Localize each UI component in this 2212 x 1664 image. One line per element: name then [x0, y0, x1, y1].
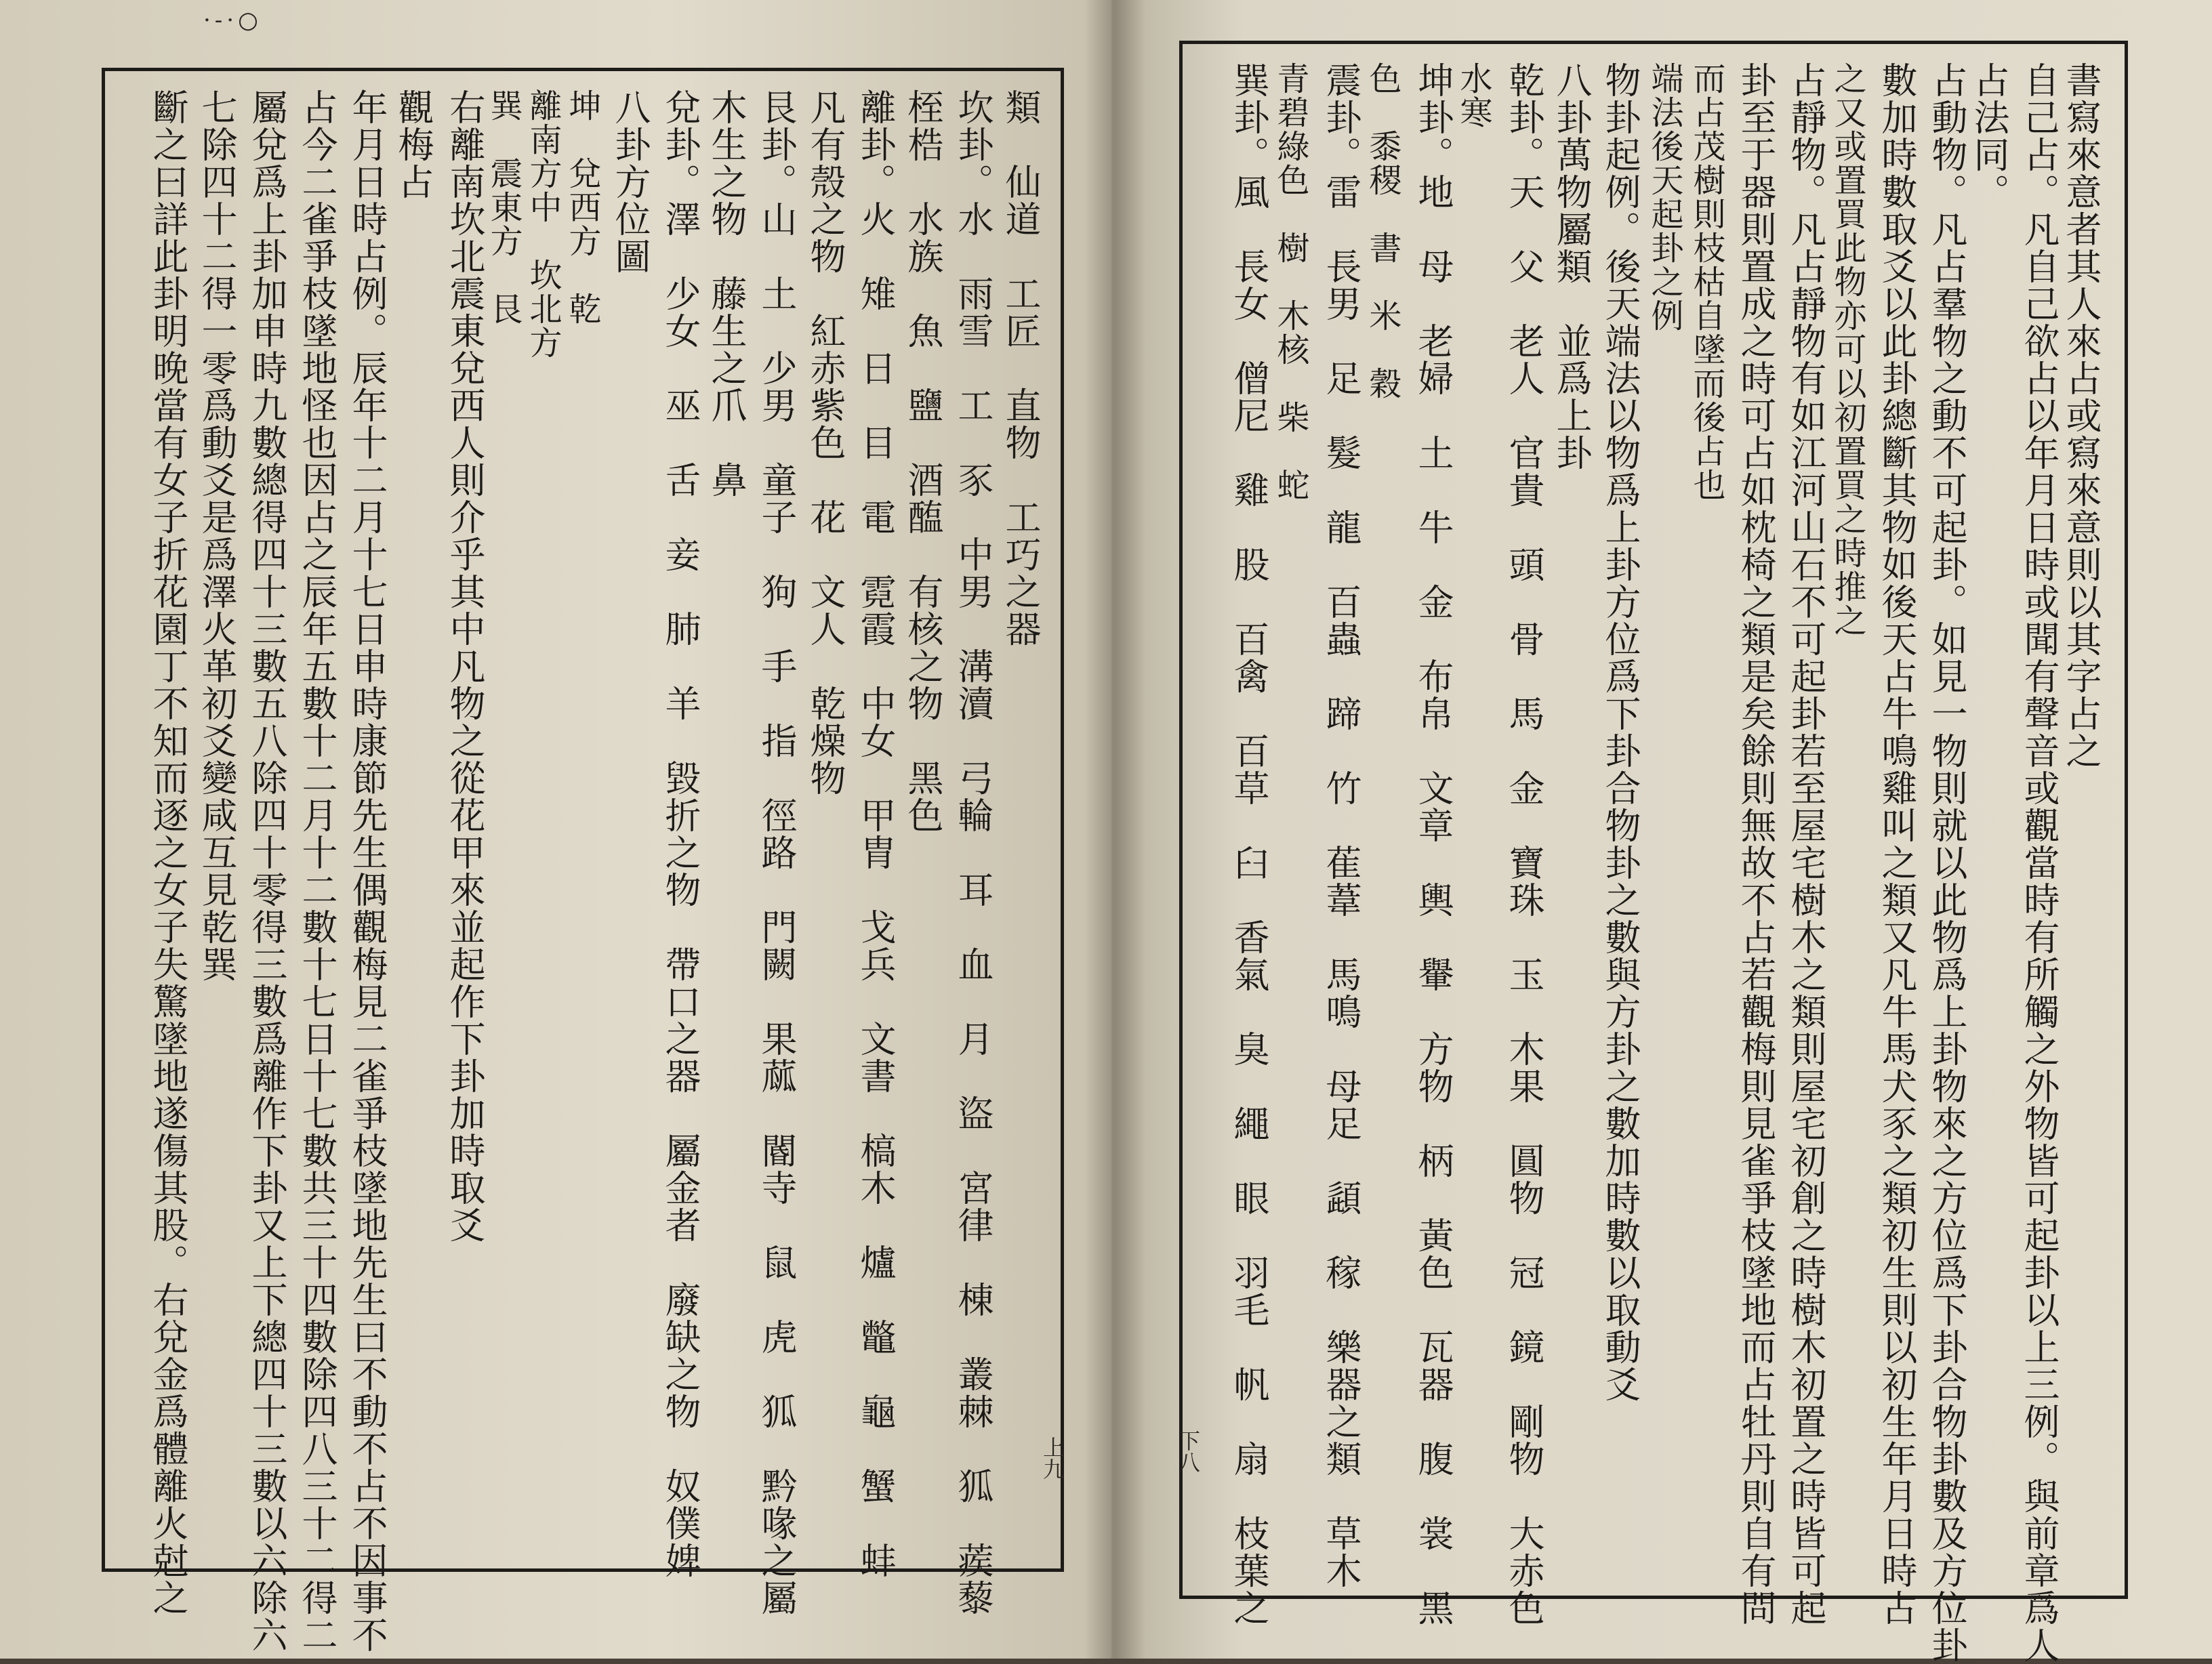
left-column-4: 離卦。火 雉 日 目 電 霓霞 中女 甲胄 戈兵 文書 槁木 爐 鼈 龜 蟹 蚌: [855, 89, 896, 1579]
right-column-1: 書寫來意者其人來占或寫來意則以其字占之: [2060, 62, 2102, 770]
left-text-columns: [112, 71, 1047, 1654]
left-column-17: 屬兌爲上卦加申時九數總得四十三數五八除四十零得三數爲離作下卦又上下總四十三數以六除六: [246, 89, 287, 1654]
left-column-3: 桎梏 水族 魚 鹽 酒醢 有核之物 黑色: [902, 89, 943, 834]
left-folio: 上九: [1040, 1436, 1065, 1480]
right-column-17: 震卦。雷 長男 足 髮 龍 百蟲 蹄 竹 萑葦 馬鳴 母足 頿 稼 樂器之類 草木: [1320, 62, 1361, 1589]
book-gutter: [1084, 0, 1145, 1659]
left-page-frame: [102, 68, 1064, 1654]
right-column-3: 占法同。: [1968, 62, 2009, 211]
left-column-14: 觀梅占: [392, 89, 434, 201]
left-column-9: 八卦方位圖: [609, 89, 651, 275]
right-text-columns: [1193, 44, 2108, 1664]
right-column-9: 而占茂樹則枝枯自墜而後占也: [1687, 62, 1725, 502]
left-column-6: 艮卦。山 土 少男 童子 狗 手 指 徑路 門闕 果蓏 閽寺 鼠 虎 狐 黔喙之屬: [756, 89, 797, 1617]
right-column-11: 物卦起例。後天端法以物爲上卦方位爲下卦合物卦之數與方卦之數加時數以取動爻: [1599, 62, 1641, 1403]
left-column-13: 右離南坎北震東兌西人則介乎其中凡物之從花甲來並起作下卦加時取爻: [444, 89, 485, 1244]
left-column-2: 坎卦。水 雨雪 工 豕 中男 溝瀆 弓輪 耳 血 月 盜 宮律 棟 叢棘 狐 蒺藜: [952, 89, 994, 1617]
right-column-5: 數加時數取爻以此卦總斷其物如後天占牛鳴雞叫之類又凡牛馬犬豕之類初生則以初生年月日時占: [1876, 62, 1917, 1627]
left-column-1: 類 仙道 工匠 直物 工巧之器: [1000, 89, 1041, 648]
right-column-18: 青碧綠色 樹 木核 柴 蛇: [1271, 62, 1309, 502]
right-folio: 下八: [1175, 1430, 1201, 1473]
right-column-15: 坤卦。地 母 老婦 土 牛 金 布帛 文章 輿 轝 方物 柄 黃色 瓦器 腹 裳 黑: [1412, 62, 1454, 1627]
right-page-frame: [1179, 41, 2128, 1664]
right-column-13: 乾卦。天 父 老人 官貴 頭 骨 馬 金 寶珠 玉 木果 圓物 冠 鏡 剛物 大赤色: [1503, 62, 1544, 1627]
left-column-10: 坤 兌西方 乾: [563, 89, 601, 326]
left-column-19: 斷之曰詳此卦明晚當有女子折花園丁不知而逐之女子失驚墜地遂傷其股。右兌金爲體離火尅之: [147, 89, 188, 1617]
left-column-16: 占今二雀爭枝墜地怪也因占之辰年五數十二月十二數十七日十七數共三十四數除四八三十二得二: [296, 89, 337, 1654]
right-column-19: 巽卦。風 長女 僧尼 雞 股 百禽 百草 臼 香氣 臭 繩 眼 羽毛 帆 扇 枝葉之: [1228, 62, 1269, 1627]
right-column-2: 自己占。凡自己欲占以年月日時或聞有聲音或觀當時有所觸之外物皆可起卦以上三例。與前章爲人: [2018, 62, 2060, 1664]
right-column-14: 水寒: [1454, 62, 1492, 129]
left-column-8: 兌卦。澤 少女 巫 舌 妾 肺 羊 毀折之物 帶口之器 屬金者 廢缺之物 奴僕婢: [659, 89, 701, 1579]
left-column-12: 巽 震東方 艮: [485, 89, 523, 326]
right-column-16: 色 黍稷 書 米 穀: [1364, 62, 1401, 400]
right-column-12: 八卦萬物屬類 並爲上卦: [1551, 62, 1592, 472]
right-column-7: 占靜物。凡占靜物有如江河山石不可起卦若至屋宅樹木之類則屋宅初創之時樹木初置之時皆可起: [1785, 62, 1826, 1627]
right-column-4: 占動物。凡占羣物之動不可起卦。如見一物則就以此物爲上卦物來之方位爲下卦合物卦數及方位卦: [1926, 62, 1967, 1664]
left-column-11: 離南方中 坎北方: [524, 89, 562, 360]
corner-marks: ·-·○: [203, 7, 262, 34]
left-column-5: 凡有殼之物 紅赤紫色 花 文人 乾燥物: [804, 89, 846, 797]
left-column-15: 年月日時占例。辰年十二月十七日申時康節先生偶觀梅見二雀爭枝墜地先生曰不動不占不因事不: [346, 89, 388, 1654]
right-column-8: 卦至于器則置成之時可占如枕椅之類是矣餘則無故不占若觀梅則見雀爭枝墜地而占牡丹則自有問: [1735, 62, 1776, 1627]
left-column-18: 七除四十二得一零爲動爻是爲澤火革初爻變咸互見乾巽: [196, 89, 237, 983]
left-column-7: 木生之物 藤生之爪 鼻: [705, 89, 747, 499]
right-column-10: 端法後天起卦之例: [1645, 62, 1683, 333]
right-column-6: 之又或置買此物亦可以初置買之時推之: [1828, 62, 1866, 638]
